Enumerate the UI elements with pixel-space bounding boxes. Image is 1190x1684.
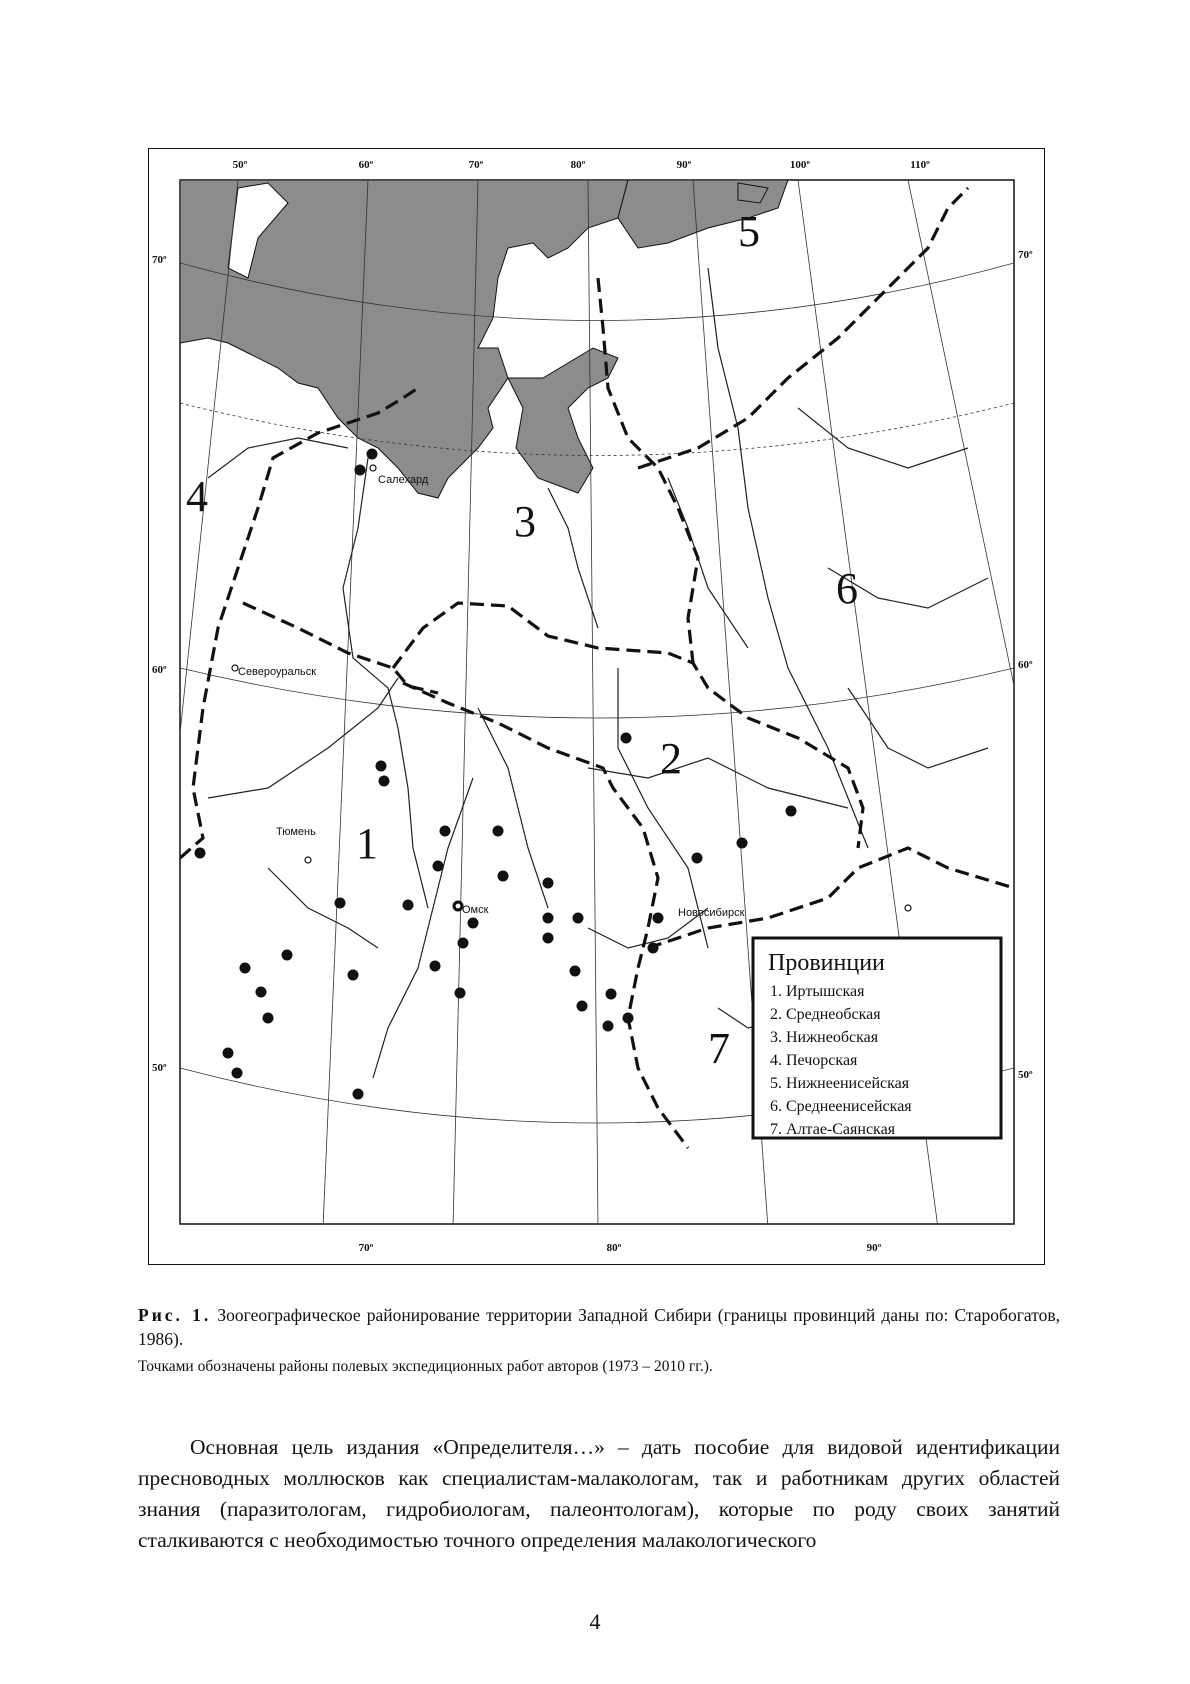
province-number: 3 — [514, 497, 536, 546]
lon-label-bottom: 90º — [866, 1242, 882, 1254]
figure-caption-text: Зоогеографическое районирование территории Западной Сибири (границы провинций даны по: Старобогатов, 1986). — [138, 1305, 1061, 1349]
legend-item: 7. Алтае-Саянская — [770, 1121, 896, 1138]
city-label: Новосибирск — [678, 907, 745, 919]
lat-label-right: 70º — [1018, 249, 1033, 261]
lat-label-left: 60º — [152, 664, 167, 676]
lon-label-top: 100º — [789, 159, 811, 171]
lon-label-top: 70º — [468, 159, 484, 171]
lon-label-top: 60º — [358, 159, 374, 171]
legend-item: 4. Печорская — [770, 1052, 858, 1069]
province-number: 1 — [356, 819, 378, 868]
lat-label-left: 50º — [152, 1062, 167, 1074]
province-number: 2 — [660, 734, 682, 783]
province-number: 6 — [836, 564, 858, 613]
city-label: Североуральск — [238, 666, 317, 678]
lon-label-bottom: 80º — [606, 1242, 622, 1254]
page-number: 4 — [589, 1609, 601, 1634]
lat-label-right: 50º — [1018, 1069, 1033, 1081]
legend-item: 5. Нижнеенисейская — [770, 1075, 910, 1092]
province-number: 4 — [186, 472, 208, 521]
body-paragraph: Основная цель издания «Определителя…» – дать пособие для видовой идентификации пресноводных моллюсков как специалистам-малакологам, так и работникам других областей знания (паразитологам, гидробиологам, палеонтологам), которые по роду своих занятий сталкиваются с необходимостью точного определения малакологического — [138, 1435, 1060, 1552]
city-label: Салехард — [378, 474, 429, 486]
lon-label-bottom: 70º — [358, 1242, 374, 1254]
lat-label-right: 60º — [1018, 659, 1033, 671]
zoogeographic-map — [148, 148, 1045, 1265]
figure-note: Точками обозначены районы полевых экспедиционных работ авторов (1973 – 2010 гг.). — [138, 1358, 713, 1375]
legend-item: 2. Среднеобская — [770, 1006, 881, 1023]
city-label: Омск — [462, 904, 489, 916]
figure-label: Рис. 1. — [138, 1305, 212, 1325]
province-number: 7 — [708, 1024, 730, 1073]
city-label: Тюмень — [276, 826, 316, 838]
lon-label-top: 80º — [570, 159, 586, 171]
legend-item: 1. Иртышская — [770, 983, 865, 1000]
lon-label-top: 90º — [676, 159, 692, 171]
legend-item: 3. Нижнеобская — [770, 1029, 879, 1046]
legend-box — [753, 938, 1001, 1138]
lat-label-left: 70º — [152, 254, 167, 266]
lon-label-top: 50º — [232, 159, 248, 171]
legend-title: Провинции — [768, 950, 885, 976]
province-number: 5 — [738, 207, 760, 256]
legend-item: 6. Среднеенисейская — [770, 1098, 912, 1115]
lon-label-top: 110º — [910, 159, 930, 171]
figure-caption — [138, 1303, 1060, 1351]
